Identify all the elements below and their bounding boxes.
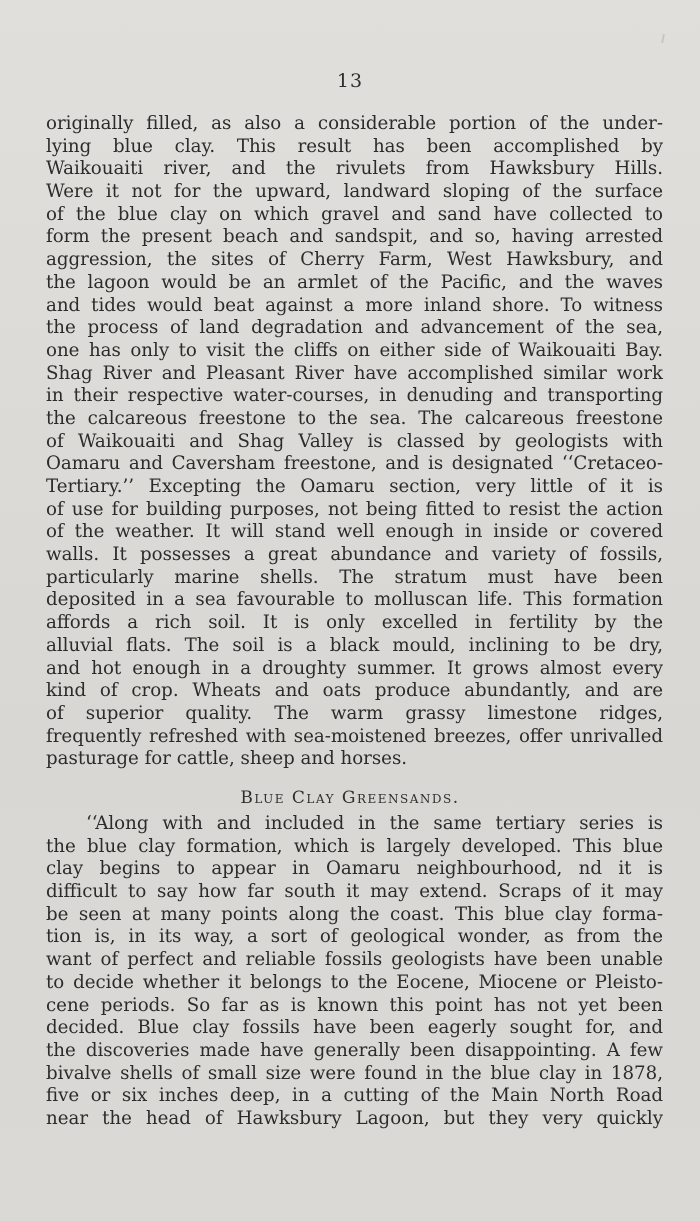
- text-line: pasturage for cattle, sheep and horses.: [46, 748, 408, 770]
- text-line: the process of land degradation and advancement of the sea,: [46, 317, 663, 339]
- text-line: the lagoon would be an armlet of the Pacific, and the waves: [46, 271, 663, 293]
- text-line: cene periods. So far as is known this point has not yet been: [46, 994, 663, 1016]
- section-heading: Blue Clay Greensands.: [240, 788, 460, 808]
- page-number: 13: [336, 70, 364, 92]
- text-line: kind of crop. Wheats and oats produce abundantly, and are: [46, 680, 663, 702]
- text-line: Were it not for the upward, landward sloping of the surface: [46, 181, 663, 203]
- text-line: the calcareous freestone to the sea. The calcareous freestone: [46, 407, 663, 429]
- text-line: of the weather. It will stand well enough in inside or covered: [46, 521, 663, 543]
- text-line: Waikouaiti river, and the rivulets from Hawksbury Hills.: [46, 158, 663, 180]
- text-line: form the present beach and sandspit, and so, having arrested: [46, 226, 663, 248]
- text-line: of the blue clay on which gravel and sand have collected to: [46, 203, 663, 225]
- text-line: Tertiary.’’ Excepting the Oamaru section, very little of it is: [46, 476, 663, 497]
- text-line: to decide whether it belongs to the Eocene, Miocene or Pleisto-: [46, 971, 663, 993]
- text-line: particularly marine shells. The stratum must have been: [46, 566, 663, 588]
- text-line: and tides would beat against a more inland shore. To witness: [46, 294, 663, 316]
- text-line: be seen at many points along the coast. This blue clay forma-: [46, 903, 663, 925]
- paper-speck: [661, 34, 665, 43]
- text-line: deposited in a sea favourable to molluscan life. This formation: [46, 589, 663, 611]
- text-line: originally filled, as also a considerable portion of the under-: [46, 113, 663, 134]
- text-line: affords a rich soil. It is only excelled in fertility by the: [46, 612, 663, 634]
- text-line: of superior quality. The warm grassy limestone ridges,: [46, 702, 663, 724]
- text-line: lying blue clay. This result has been accomplished by: [46, 135, 663, 157]
- text-line: alluvial flats. The soil is a black mould, inclining to be dry,: [46, 634, 663, 656]
- text-line: and hot enough in a droughty summer. It grows almost every: [46, 657, 663, 679]
- text-line: want of perfect and reliable fossils geologists have been unable: [46, 949, 663, 971]
- text-line: aggression, the sites of Cherry Farm, West Hawksbury, and: [46, 249, 663, 271]
- text-line: decided. Blue clay fossils have been eagerly sought for, and: [46, 1017, 663, 1039]
- text-line: the blue clay formation, which is largely developed. This blue: [46, 835, 663, 857]
- text-line: Shag River and Pleasant River have accomplished similar work: [46, 362, 663, 384]
- text-line: of use for building purposes, not being fitted to resist the action: [46, 498, 663, 520]
- text-line: walls. It possesses a great abundance and variety of fossils,: [46, 544, 663, 566]
- text-line: ‘‘Along with and included in the same tertiary series is: [86, 813, 663, 834]
- text-line: frequently refreshed with sea-moistened breezes, offer unrivalled: [46, 725, 663, 747]
- text-line: bivalve shells of small size were found in the blue clay in 1878,: [46, 1062, 663, 1084]
- text-line: one has only to visit the cliffs on either side of Waikouaiti Bay.: [46, 339, 663, 361]
- paragraph-main: [46, 113, 663, 771]
- text-line: in their respective water-courses, in denuding and transporting: [46, 385, 663, 407]
- text-line: five or six inches deep, in a cutting of the Main North Road: [46, 1085, 663, 1107]
- text-line: Oamaru and Caversham freestone, and is designated ‘‘Cretaceo-: [46, 453, 663, 475]
- text-line: difficult to say how far south it may extend. Scraps of it may: [46, 881, 663, 903]
- text-line: the discoveries made have generally been disappointing. A few: [46, 1039, 663, 1061]
- paragraph-blue-clay: [46, 813, 663, 1131]
- text-line: near the head of Hawksbury Lagoon, but they very quickly: [46, 1107, 663, 1129]
- text-line: clay begins to appear in Oamaru neighbourhood, nd it is: [46, 858, 663, 880]
- text-line: of Waikouaiti and Shag Valley is classed by geologists with: [46, 430, 663, 452]
- text-line: tion is, in its way, a sort of geological wonder, as from the: [46, 926, 663, 948]
